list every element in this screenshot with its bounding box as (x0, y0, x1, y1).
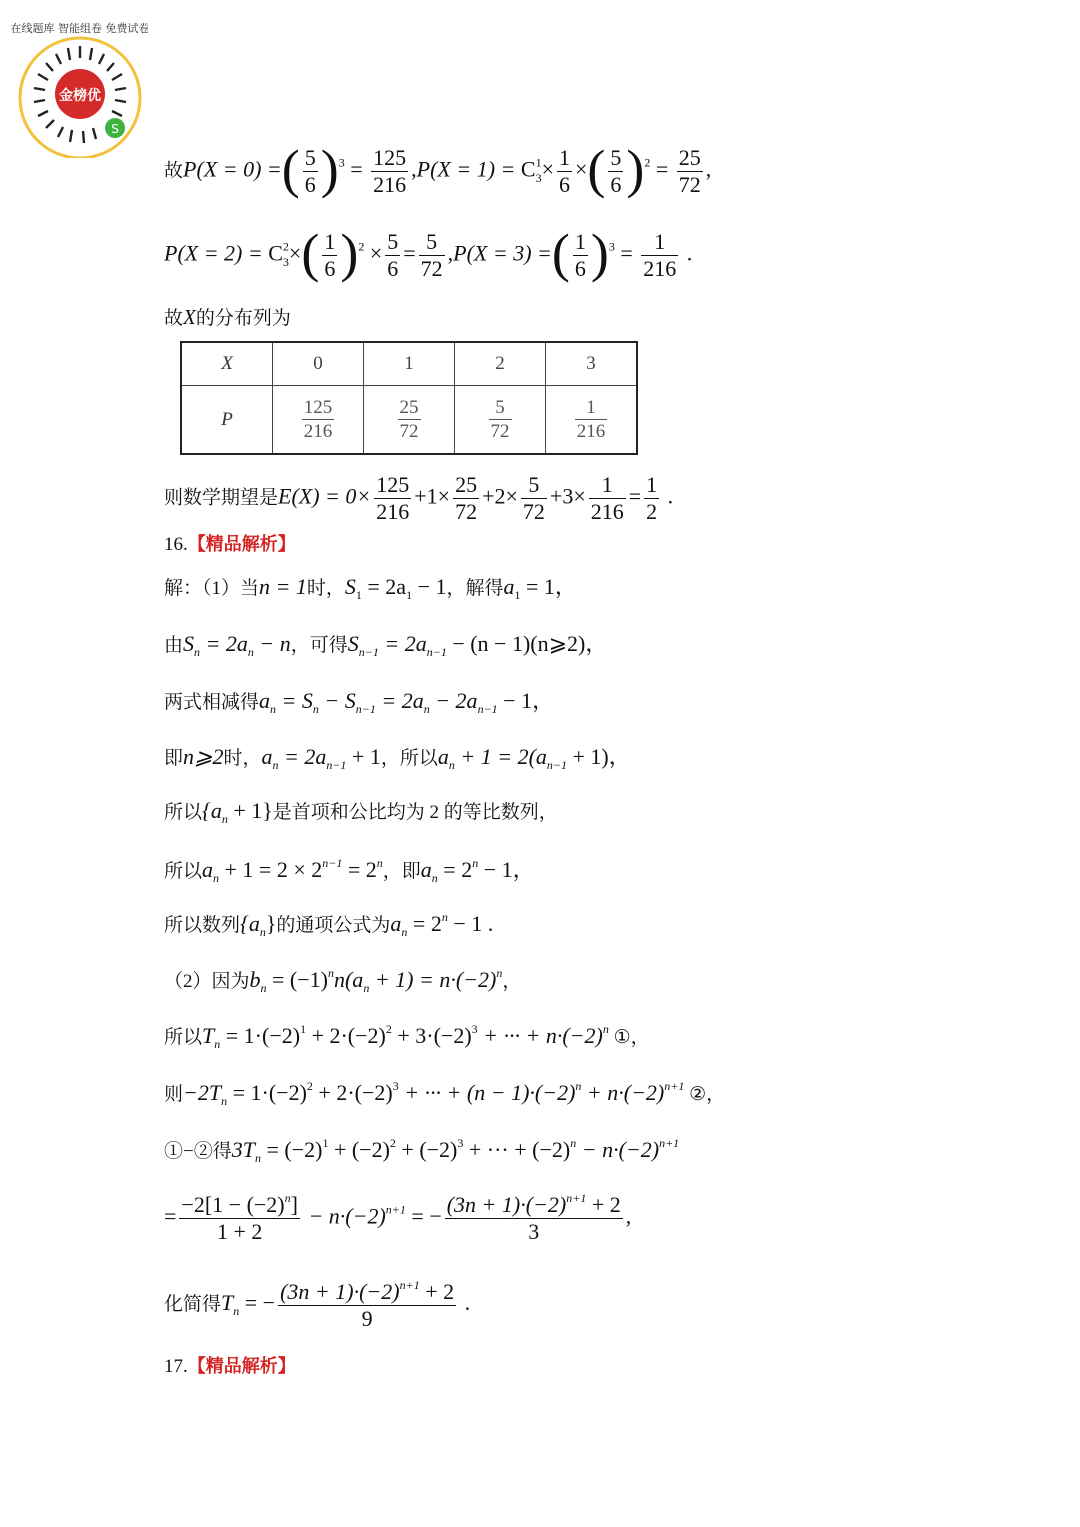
svg-text:S: S (111, 122, 119, 136)
s16-line-11: ①−②得$3T_n = (-2)^1 + (-2)^2 + (-2)^3$ + ··· + $(-2)^n - n\cdot(-2)^{n+1}$ (164, 1136, 680, 1165)
svg-text:金榜优: 金榜优 (59, 88, 101, 104)
svg-text:在线题库 智能组卷 免费试卷: 在线题库 智能组卷 免费试卷 (10, 22, 148, 35)
table-cell: 3 (546, 342, 638, 386)
s16-line-1: 解：（1）当n = 1时，$S_1 = 2a_1 - 1$，解得$a_1 = 1$， (164, 574, 577, 602)
table-cell: 0 (273, 342, 364, 386)
s16-line-13: 化简得$T_n$ = − $\frac{(3n + 1)\cdot(-2)^{n+1} + 2}{9}$ . (164, 1278, 471, 1331)
section-16-heading: 16.【精品解析】 (164, 534, 296, 555)
s16-line-9: 所以$T_n = 1\cdot(-2)^1 + 2\cdot(-2)^2 + 3\cdot(-2)^3$ + ··· + $n\cdot(-2)^n$ ①， (164, 1022, 650, 1051)
s16-line-10: 则$-2T_n = 1\cdot(-2)^2 + 2\cdot(-2)^3$ + ··· + $(n - 1)\cdot(-2)^n + n\cdot(-2)^{n+1}$ ②， (164, 1079, 726, 1108)
table-row (181, 342, 637, 386)
logo (8, 18, 148, 158)
dist-intro: 故X的分布列为 (164, 305, 291, 329)
s16-line-6: 所以$a_n + 1 = 2 \times 2^{n-1} = 2^n$，即$a_n = 2^n - 1$， (164, 856, 535, 885)
expectation-line: 则数学期望是E(X) = 0× $\frac{125}{216}$ +1× $\frac{25}{72}$ +2× $\frac{5}{72}$ +3× $\frac{1}{216}$ = $\frac{1}{2}$ . (164, 472, 674, 524)
table-cell: 2 (455, 342, 546, 386)
table-header-p: P (181, 386, 273, 455)
section-17-heading: 17.【精品解析】 (164, 1356, 296, 1377)
prob-line-2: $P(X = 2) = C^2_3\times$( $\frac{1}{6}$ )$^2$ × $\frac{5}{6}$ = $\frac{5}{72}$ ,P(X = 3) =( $\frac{1}{6}$ )$^3$ = $\frac{1}{216}$ . (164, 222, 693, 283)
table-cell: $\frac{25}{72}$ (364, 386, 455, 455)
s16-line-7: 所以数列$\{a_n\}$的通项公式为$a_n = 2^n - 1$ . (164, 910, 494, 939)
s16-line-4: 即n⩾2时，$a_n = 2a_{n-1} + 1$，所以$a_n + 1 = 2(a_{n-1} + 1)$， (164, 744, 631, 772)
s16-line-2: 由$S_n = 2a_n - n$，可得$S_{n-1} = 2a_{n-1} - (n$ − 1)(n⩾2)， (164, 631, 608, 659)
table-cell: $\frac{125}{216}$ (273, 386, 364, 455)
table-cell: 1 (364, 342, 455, 386)
table-header-x: X (181, 342, 273, 386)
distribution-table (180, 341, 638, 455)
s16-line-3: 两式相减得$a_n = S_n - S_{n-1} = 2a_n - 2a_{n-1} - 1$， (164, 688, 555, 716)
s16-line-12: = $\frac{-2[1 - (-2)^n]}{1 + 2}$ − $n\cdot(-2)^{n+1}$ = − $\frac{(3n + 1)\cdot(-2)^{n+1} + 2}{3}$ , (164, 1191, 632, 1244)
table-cell: $\frac{5}{72}$ (455, 386, 546, 455)
s16-line-8: （2）因为$b_n = (-1)^nn(a_n + 1) = n\cdot(-2)^n$， (164, 966, 522, 995)
prob-line-1: 故P(X = 0) =( $\frac{5}{6}$ )$^3$ = $\frac{125}{216}$ $,P(X = 1) = C^1_3\times$ $\frac{1}{6}$ ×( $\frac{5}{6}$ )$^2$ = $\frac{25}{72}$ , (164, 138, 712, 199)
s16-line-5: 所以$\{a_n + 1\}$是首项和公比均为 2 的等比数列， (164, 798, 558, 826)
table-cell: $\frac{1}{216}$ (546, 386, 638, 455)
table-row (181, 386, 637, 455)
